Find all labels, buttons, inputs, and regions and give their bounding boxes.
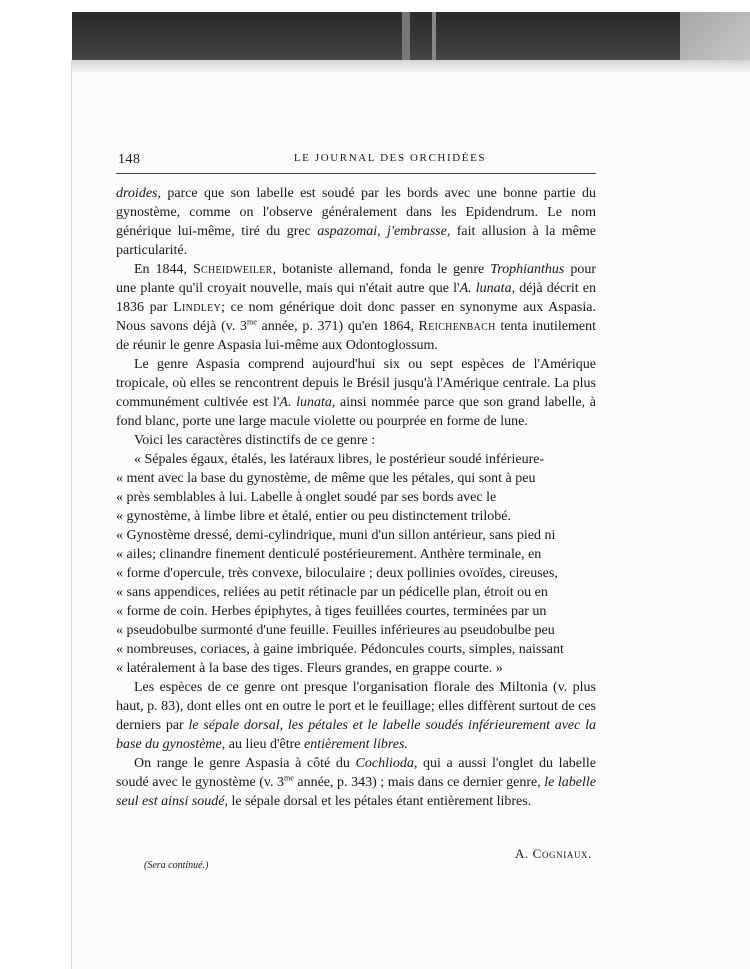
quote-line: « sans appendices, reliées au petit rétinacle par un pédicelle plan, étroit ou en: [116, 585, 548, 600]
paragraph-1: droides, parce que son labelle est soudé par les bords avec une bonne partie du gynostème, comme on l'observe généralement dans les Epidendrum. Le nom générique lui-même, tiré du grec aspazomai, j'embrasse, fait allusion à la même particularité.: [116, 186, 596, 258]
paragraph-5: Les espèces de ce genre ont presque l'organisation florale des Miltonia (v. plus haut, p. 83), dont elles ont en outre le port et le feuillage; elles diffèrent surtout de ces derniers par le sépale dorsal, les pétales et le labelle soudés inférieurement avec la base du gynostème, au lieu d'être entièrement libres.: [116, 680, 596, 752]
quote-line: « pseudobulbe surmonté d'une feuille. Feuilles inférieures au pseudobulbe peu: [116, 623, 555, 638]
quote-line: « près semblables à lui. Labelle à onglet soudé par ses bords avec le: [116, 490, 497, 505]
quote-line: « forme de coin. Herbes épiphytes, à tiges feuillées courtes, terminées par un: [116, 604, 547, 619]
quote-line: « ment avec la base du gynostème, de même que les pétales, qui sont à peu: [116, 471, 536, 486]
italic-term: aspazomai, j'embrasse,: [317, 224, 451, 239]
italic-term: Trophianthus: [490, 262, 565, 277]
paragraph-4: Voici les caractères distinctifs de ce genre :: [134, 433, 376, 448]
italic-term: le sépale dorsal, les pétales et le labelle soudés inférieurement avec la base du gynostème,: [116, 718, 596, 752]
quote-line: « nombreuses, coriaces, à gaine imbriquée. Pédoncules courts, simples, naissant: [116, 642, 564, 657]
quote-line: « latéralement à la base des tiges. Fleurs grandes, en grappe courte. »: [116, 661, 503, 676]
paragraph-6: On range le genre Aspasia à côté du Cochlioda, qui a aussi l'onglet du labelle soudé avec le gynostème (v. $3^{me}$ année, p. 343) ; mais dans ce dernier genre, le labelle seul est ainsi soudé, le sépale dorsal et les pétales étant entièrement libres.: [116, 756, 596, 809]
italic-term: A. lunata,: [279, 395, 336, 410]
quote-line: « forme d'opercule, très convexe, biloculaire ; deux pollinies ovoïdes, cireuses,: [116, 566, 558, 581]
header-rule: [116, 173, 596, 174]
quote-line: « ailes; clinandre finement denticulé postérieurement. Anthère terminale, en: [116, 547, 542, 562]
continued-note: (Sera continué.): [144, 860, 209, 871]
paragraph-2: En 1844, Scheidweiler, botaniste allemand, fonda le genre Trophianthus pour une plante qu'il croyait nouvelle, mais qui n'était autre que l'A. lunata, déjà décrit en 1836 par Lindley; ce nom générique doit donc passer en synonyme aux Aspasia. Nous savons déjà (v. $3^{me}$ année, p. 371) qu'en 1864, Reichenbach tenta inutilement de réunir le genre Aspasia lui-même aux Odontoglossum.: [116, 262, 596, 353]
article-footer: [116, 846, 596, 876]
author-signature: A. Cogniaux.: [514, 846, 592, 861]
running-title: LE JOURNAL DES ORCHIDÉES: [293, 152, 487, 164]
italic-term: A. lunata,: [459, 281, 516, 296]
article-body: [116, 184, 596, 811]
italic-term: entièrement libres.: [303, 737, 408, 752]
quote-line: « gynostème, à limbe libre et étalé, entier ou peu distinctement trilobé.: [116, 509, 511, 524]
italic-term: droides,: [116, 186, 161, 201]
page-number: 148: [118, 152, 141, 167]
author-name: Reichenbach: [418, 319, 496, 334]
author-name: Lindley: [173, 300, 222, 315]
quote-line: « Gynostème dressé, demi-cylindrique, muni d'un sillon antérieur, sans pied ni: [116, 528, 556, 543]
page-edge-shadow: [72, 60, 750, 74]
author-name: Scheidweiler: [192, 262, 273, 277]
italic-term: Cochlioda,: [355, 756, 418, 771]
quoted-description: [116, 450, 596, 678]
quote-line: « Sépales égaux, étalés, les latéraux libres, le postérieur soudé inférieure-: [134, 452, 545, 467]
italic-term: le labelle seul est ainsi soudé,: [116, 775, 596, 809]
paragraph-3: Le genre Aspasia comprend aujourd'hui six ou sept espèces de l'Amérique tropicale, où elles se rencontrent depuis le Brésil jusqu'à l'Amérique centrale. La plus communément cultivée est l'A. lunata, ainsi nommée parce que son grand labelle, à fond blanc, porte une large macule violette ou pourprée en forme de lune.: [116, 357, 596, 429]
